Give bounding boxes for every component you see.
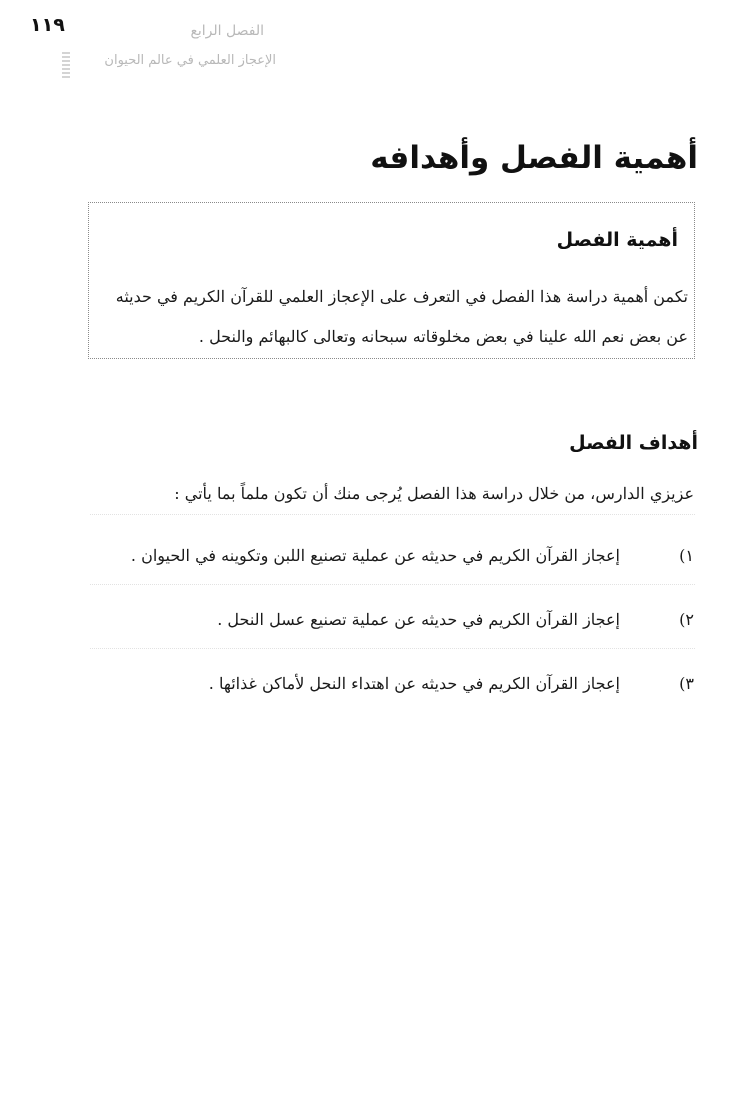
goal-text: إعجاز القرآن الكريم في حديثه عن اهتداء النحل لأماكن غذائها . xyxy=(208,674,620,693)
goal-number: ٢) xyxy=(679,610,694,629)
goal-number: ٣) xyxy=(679,674,694,693)
importance-box xyxy=(88,202,695,359)
goal-text: إعجاز القرآن الكريم في حديثه عن عملية تصنيع عسل النحل . xyxy=(217,610,620,629)
goals-heading: أهداف الفصل xyxy=(569,432,698,454)
goal-text: إعجاز القرآن الكريم في حديثه عن عملية تصنيع اللبن وتكوينه في الحيوان . xyxy=(130,546,620,565)
running-head-chapter: الفصل الرابع xyxy=(190,23,264,39)
running-head xyxy=(66,20,276,72)
rule xyxy=(90,584,695,585)
rule xyxy=(90,648,695,649)
goal-item-1 xyxy=(74,536,694,576)
chapter-title: أهمية الفصل وأهدافه xyxy=(370,140,698,176)
goal-item-3 xyxy=(74,664,694,704)
importance-paragraph: تكمن أهمية دراسة هذا الفصل في التعرف على الإعجاز العلمي للقرآن الكريم في حديثه عن بعض نعم الله علينا في بعض مخلوقاته سبحانه وتعالى كالبهائم والنحل . xyxy=(115,287,688,346)
running-head-subject: الإعجاز العلمي في عالم الحيوان xyxy=(104,53,276,68)
rule xyxy=(90,514,695,515)
goals-intro: عزيزي الدارس، من خلال دراسة هذا الفصل يُرجى منك أن تكون ملماً بما يأتي : xyxy=(174,484,694,503)
importance-heading: أهمية الفصل xyxy=(556,229,678,251)
running-head-ornament xyxy=(62,50,70,78)
page-number: ١١٩ xyxy=(30,14,65,36)
goal-item-2 xyxy=(74,600,694,640)
goal-number: ١) xyxy=(679,546,694,565)
